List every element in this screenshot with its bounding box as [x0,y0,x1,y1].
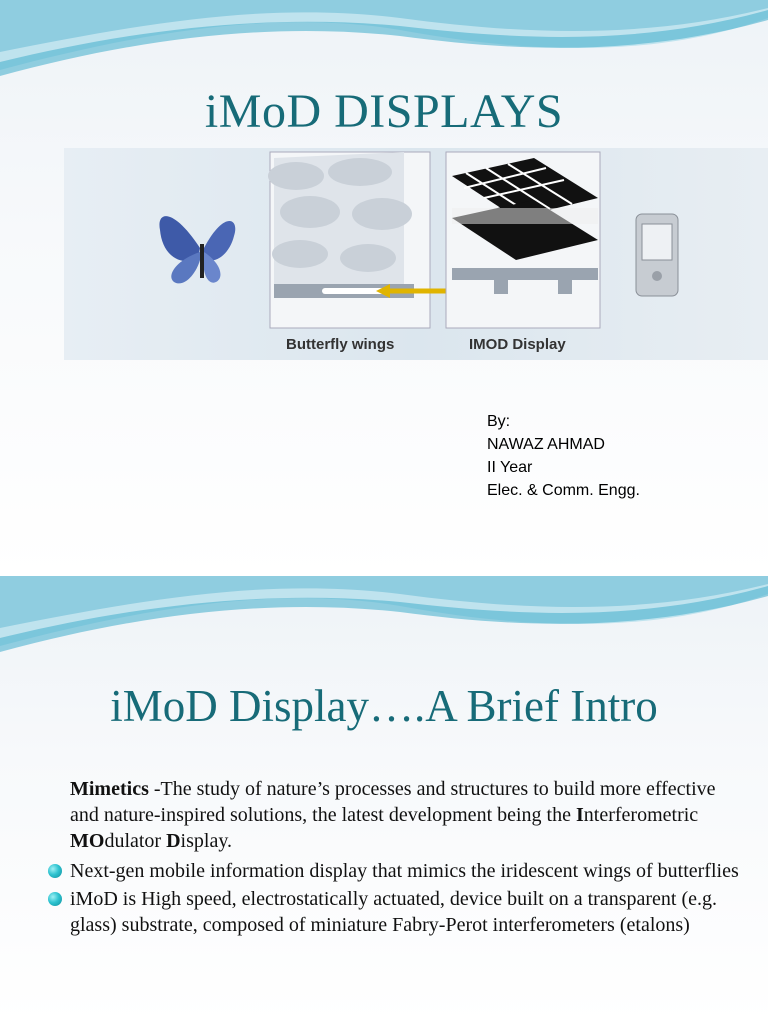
author-department: Elec. & Comm. Engg. [487,482,640,499]
author-block [487,410,640,502]
slide-2 [0,576,768,1024]
header-wave-decoration [0,576,768,686]
butterfly-wing-structure [268,152,430,328]
slide-1-title: iMoD DISPLAYS [204,85,564,138]
mimetics-term: Mimetics [70,778,149,800]
bullet-icon [48,864,62,878]
author-by: By: [487,413,511,430]
imod-display-label: IMOD Display [469,336,566,353]
butterfly-imod-illustration [64,148,768,360]
mobile-device-icon [636,214,678,296]
butterfly-wings-label: Butterfly wings [286,336,395,353]
slide-2-body [48,776,748,938]
list-item: iMoD is High speed, electrostatically actuated, device built on a transparent (e.g. glass) substrate, composed of miniature Fabry-Perot interferometers (etalons) [48,886,748,938]
slide-2-title: iMoD Display….A Brief Intro [110,681,658,731]
author-name: NAWAZ AHMAD [487,436,605,453]
imod-display-structure [446,152,600,328]
bullet-icon [48,892,62,906]
butterfly-icon [159,216,235,283]
author-year: II Year [487,459,533,476]
mimetics-paragraph: Mimetics -The study of nature’s processes and structures to build more effective and nature-inspired solutions, the latest development being the Interferometric MOdulator Display. [70,778,716,852]
list-item: Next-gen mobile information display that mimics the iridescent wings of butterflies [48,858,748,884]
